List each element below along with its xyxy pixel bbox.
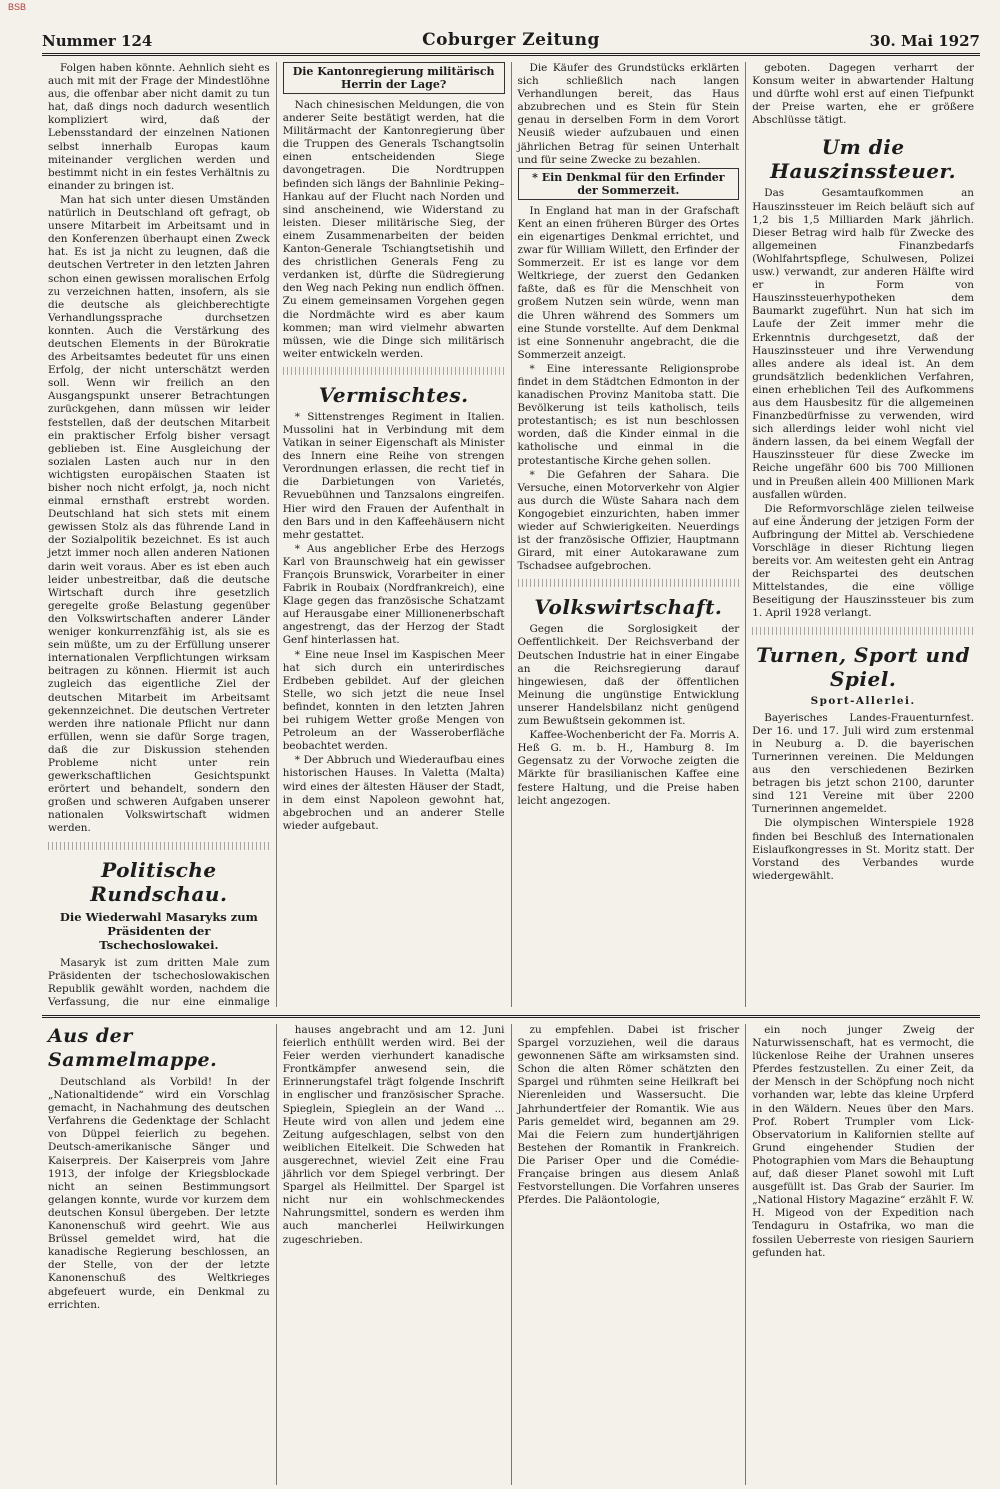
article-text: ein noch junger Zweig der Naturwissenschaft, hat es vermocht, die lückenlose Reihe der Urahnen unseres Pferdes festzustellen. Zu einer Zeit, da der Mensch in der Schöpfung noch nicht vorhanden war, lebte das kleine Urpferd in den Wäldern. Neues über den Mars. Prof. Robert Trumpler vom Lick-Observatorium in Kalifornien stellte auf Grund eingehender Studien der Photographien vom Mars die Behauptung auf, daß dieser Planet sowohl mit Luft ausgefüllt ist. Das Grab der Saurier. Im „National History Magazine“ erzählt F. W. H. Migeod von der Expedition nach Tendaguru in Ostafrika, wo man die fossilen Ueberreste von riesigen Sauriern gefunden hat. — [752, 1024, 974, 1259]
upper-columns — [42, 62, 980, 1007]
article-text: Gegen die Sorglosigkeit der Oeffentlichkeit. Der Reichsverband der Deutschen Industrie hat in einer Eingabe an die Reichsregierung darauf hingewiesen, daß der öffentlichen Meinung die ungünstige Entwicklung unserer Handelsbilanz nicht genügend zum Bewußtsein gekommen ist. — [517, 623, 740, 728]
article-text: hauses angebracht und am 12. Juni feierlich enthüllt werden wird. Bei der Feier werden vierhundert kanadische Frontkämpfer anwesend sein, die Erinnerungstafel trägt folgende Inschrift in englischer und französischer Sprache. Spieglein, Spieglein an der Wand ... Heute wird von allen und jedem eine Zeitung aufgeschlagen, selbst von den weiblichen Eitelkeit. Die Schweden hat ausgerechnet, wieviel Zeit eine Frau jährlich vor dem Spiegel verbringt. Der Spargel als Heilmittel. Der Spargel ist nicht nur ein wohlschmeckendes Nahrungsmittel, sondern es werden ihm auch mancherlei Heilwirkungen zugeschrieben. — [282, 1024, 505, 1246]
article-text: * Aus angeblicher Erbe des Herzogs Karl von Braunschweig hat ein gewisser François Brunswick, Vorarbeiter in einer Fabrik in Roubaix (Nordfrankreich), eine Klage gegen das französische Schatzamt auf Herausgabe einer Millionenerbschaft angestrengt, das der Herzog der Stadt Genf hinterlassen hat. — [282, 542, 505, 647]
section-heading-volkswirtschaft: Volkswirtschaft. — [534, 595, 723, 620]
section-heading-sport: Turnen, Sport und Spiel. — [756, 642, 971, 691]
article-text: Die olympischen Winterspiele 1928 finden bei Beschluß des Internationalen Eislaufkongresses in St. Moritz statt. Der Vorstand des Verbandes wurde wiedergewählt. — [752, 817, 974, 882]
divider — [752, 627, 974, 635]
article-text: * Die Gefahren der Sahara. Die Versuche, einen Motorverkehr von Algier aus durch die Wüste Sahara nach dem Kongogebiet einzurichten, haben immer wieder auf Schwierigkeiten. Neuerdings ist der französische Offizier, Hauptmann Girard, mit einer Autokarawane zum Tschadsee aufgebrochen. — [517, 468, 740, 573]
lower-column-2 — [277, 1024, 512, 1485]
article-text: Nach chinesischen Meldungen, die von anderer Seite bestätigt werden, hat die Militärmacht der Kantonregierung über die Truppen des Generals Tschangtsolin einen entscheidenden Siege davongetragen. Die Nordtruppen befinden sich längs der Bahnlinie Peking–Hankau auf der Flucht nach Norden und sind anscheinend, wie Widerstand zu leisten. Dieser militärische Sieg, der einem Zusammenarbeiten der beiden Kanton-Generale Tschiangtsetishih und des christlichen Generals Feng zu verdanken ist, dürfte die Südregierung den Weg nach Peking nun endlich öffnen. Zu einem gemeinsamen Vorgehen gegen die Nordmächte wird es aber kaum kommen; man wird vielmehr abwarten müssen, wie die Dinge sich militärisch weiter entwickeln werden. — [282, 99, 505, 360]
lower-feuilleton — [42, 1015, 980, 1485]
article-headline-masaryk: Die Wiederwahl Masaryks zum Präsidenten der Tschechoslowakei. — [59, 909, 258, 952]
section-heading-hauszinssteuer: Um die Hauszinssteuer. — [770, 135, 957, 184]
article-text: Man hat sich unter diesen Umständen natürlich in Deutschland oft gefragt, ob unsere Mitarbeit im Arbeitsamt und in den Konferenzen überhaupt einen Zweck hat. Es ist ja nicht zu leugnen, daß die deutschen Vertreter in den letzten Jahren schon einen gewissen moralischen Erfolg zu verzeichnen hatten, insofern, als sie die deutsche als gleichberechtigte Verhandlungssprache durchsetzen konnten. Auch die Verstärkung des deutschen Elements in der Bürokratie des Arbeitsamtes bedeutet für uns einen Erfolg, der nicht unterschätzt werden soll. Wenn wir freilich an den Ausgangspunkt unserer Betrachtungen zurückgehen, dann müssen wir leider feststellen, daß der deutschen Mitarbeit ein praktischer Erfolg bisher versagt geblieben ist. Eine Ausgleichung der sozialen Lasten auch nur in den wichtigsten europäischen Staaten ist bisher noch nicht erfolgt, ja, noch nicht einmal ernsthaft erstrebt worden. Deutschland hat sich stets mit einem gewissen Stolz als das führende Land in der Sozialpolitik bezeichnet. Es ist auch jetzt immer noch allen anderen Nationen darin weit voraus. Aber es ist eben auch leider unbestreitbar, daß die deutsche Wirtschaft durch ihre gesetzlich geregelte große Belastung gegenüber den Volkswirtschaften anderer Länder weniger konkurrenzfähig ist, als sie es sein müßte, um zu der Erfüllung unserer internationalen Verpflichtungen wirksam beitragen zu können. Hiermit ist auch zugleich das eigentliche Ziel der deutschen Mitarbeit im Arbeitsamt gekennzeichnet. Die deutschen Vertreter werden ihre nationale Pflicht nur dann erfüllen, wenn sie dafür Sorge tragen, daß die zur Diskussion stehenden Probleme nicht unter rein gewerkschaftlichen Gesichtspunkt erörtert und behandelt, sondern den großen und schweren Aufgaben unserer nationalen Volkswirtschaft widmen werden. — [48, 193, 270, 835]
article-text: Die Käufer des Grundstücks erklärten sich schließlich nach langen Verhandlungen bereit, das Haus abzubrechen und es Stein für Stein genau in derselben Form in dem Vorort Neusiß wieder aufzubauen und einen jährlichen Betrag für seinen Unterhalt und für seine Zwecke zu bezahlen. — [517, 62, 740, 166]
article-text: Die Reformvorschläge zielen teilweise auf eine Änderung der jetzigen Form der Aufbringung der Mittel ab. Verschiedene Vorschläge in dieser Richtung liegen bereits vor. Am weitesten geht ein Antrag der Reichspartei des deutschen Mittelstandes, die eine völlige Beseitigung der Hauszinssteuer bis zum 1. April 1928 verlangt. — [752, 502, 974, 620]
issue-date: 30. Mai 1927 — [869, 32, 980, 50]
divider — [518, 579, 740, 587]
section-heading-sammelmappe: Aus der Sammelmappe. — [48, 1025, 218, 1071]
article-text: Bayerisches Landes-Frauenturnfest. Der 16. und 17. Juli wird zum erstenmal in Neuburg a. D. die bayerischen Turnerinnen vereinen. Die Meldungen aus den verschiedenen Bezirken betragen bis jetzt schon 2100, darunter sind 121 Vereine mit über 2200 Turnerinnen angemeldet. — [752, 711, 974, 816]
lower-column-4 — [746, 1024, 980, 1485]
article-text: * Eine interessante Religionsprobe findet in dem Städtchen Edmonton in der kanadischen Provinz Manitoba statt. Die Bevölkerung ist teils katholisch, teils protestantisch; es ist nun beschlossen worden, daß die Kinder einmal in die katholische und einmal in die protestantische Kirche gehen sollen. — [517, 362, 740, 467]
article-text: Das Gesamtaufkommen an Hauszinssteuer im Reich beläuft sich auf 1,2 bis 1,5 Milliarden Mark jährlich. Dieser Betrag wird halb für Zwecke des allgemeinen Finanzbedarfs (Wohlfahrtspflege, Schulwesen, Polizei usw.) verwandt, zur anderen Hälfte wird er in Form von Hauszinssteuerhypotheken dem Baumarkt zugeführt. Nun hat sich im Laufe der Zeit immer mehr die Erkenntnis durchgesetzt, daß der Hauszinssteuer und ihre Verwendung alles andere als ideal ist. An dem grundsätzlich bedenklichen Verfahren, einen erheblichen Teil des Aufkommens aus dem Hausbesitz für die allgemeinen Finanzbedürfnisse zu verwenden, wird sich allerdings leider wohl nicht viel ändern lassen, da bei einem Wegfall der Hauszinssteuer für diese Zwecke im Reiche ungefähr 600 bis 700 Millionen und in Preußen allein 400 Millionen Mark ausfallen würden. — [752, 187, 974, 501]
article-text: Folgen haben könnte. Aehnlich sieht es auch mit mit der Frage der Mindestlöhne aus, die offenbar aber nicht damit zu tun hat, daß dings noch dadurch wesentlich kompliziert wird, daß der Lebensstandard der einzelnen Nationen selbst innerhalb Europas kaum miteinander verglichen werden und bestimmt nicht in ein festes Verhältnis zu einander zu bringen ist. — [48, 62, 270, 192]
article-headline-kanton: Die Kantonregierung militärisch Herrin der Lage? — [283, 62, 505, 94]
article-text: * Eine neue Insel im Kaspischen Meer hat sich durch ein unterirdisches Erdbeben gebildet. Auf der gleichen Stelle, wo sich jetzt die neue Insel befindet, konnten in den letzten Jahren bei ruhigem Wetter große Mengen von Petroleum an der Wasseroberfläche beobachtet werden. — [282, 648, 505, 753]
issue-number: Nummer 124 — [42, 32, 153, 50]
subsection-heading-sport-allerlei: Sport-Allerlei. — [810, 694, 916, 707]
article-text: geboten. Dagegen verharrt der Konsum weiter in abwartender Haltung und dürfte wohl erst auf einen Tiefpunkt der Preise warten, ehe er größere Abschlüsse tätigt. — [752, 62, 974, 127]
newspaper-page — [8, 0, 992, 1489]
lower-column-3 — [512, 1024, 747, 1485]
column-2 — [277, 62, 512, 1007]
article-text: Kaffee-Wochenbericht der Fa. Morris A. Heß G. m. b. H., Hamburg 8. Im Gegensatz zu der Vorwoche zeigten die Märkte für brasilianischen Kaffee eine festere Haltung, und die Preise haben leicht angezogen. — [517, 729, 740, 807]
divider — [283, 367, 505, 375]
article-text: * Der Abbruch und Wiederaufbau eines historischen Hauses. In Valetta (Malta) wird eines der ältesten Häuser der Stadt, in dem einst Napoleon gewohnt hat, abgebrochen und an anderer Stelle wieder aufgebaut. — [282, 754, 505, 832]
divider — [48, 842, 270, 850]
lower-column-1 — [42, 1024, 277, 1485]
column-3 — [512, 62, 747, 1007]
article-text: In England hat man in der Grafschaft Kent an einen früheren Bürger des Ortes ein eigenartiges Denkmal errichtet, und zwar für William Willett, den Erfinder der Sommerzeit. Er ist es lange vor dem Weltkriege, der zuerst den Gedanken faßte, daß es für die Menschheit von großem Nutzen sein würde, wenn man die Uhren während des Sommers um eine Stunde vorstellte. Auf dem Denkmal ist eine Sonnenuhr angebracht, die die Sommerzeit anzeigt. — [517, 204, 740, 361]
article-text: zu empfehlen. Dabei ist frischer Spargel vorzuziehen, weil die daraus gewonnenen Säfte am wirksamsten sind. Schon die alten Römer schätzten den Spargel und rühmten seine Heilkraft bei Nierenleiden und Wassersucht. Die Jahrhundertfeier der Romantik. Wie aus Paris gemeldet wird, begannen am 29. Mai die Feiern zum hundertjährigen Bestehen der Romantik in Frankreich. Die Pariser Oper und die Comédie-Française bringen aus diesem Anlaß Festvorstellungen. Die Vorfahren unseres Pferdes. Die Paläontologie, — [517, 1024, 740, 1207]
article-text: * Sittenstrenges Regiment in Italien. Mussolini hat in Verbindung mit dem Vatikan in seiner Eigenschaft als Minister des Innern eine Reihe von strengen Verordnungen erlassen, die recht tief in die Darbietungen von Varietés, Revuebühnen und Tanzsalons eingreifen. Hier wird den Frauen der Aufenthalt in den Bars und in den Kaffeehäusern nicht mehr gestattet. — [282, 410, 505, 541]
newspaper-title: Coburger Zeitung — [422, 30, 600, 50]
library-stamp: BSB — [8, 2, 27, 12]
article-text: Masaryk ist zum dritten Male zum Präsidenten der tschechoslowakischen Republik gewählt worden, nachdem die Verfassung, die nur eine einmalige — [48, 956, 270, 1007]
column-4 — [746, 62, 980, 1007]
article-headline-sommerzeit: * Ein Denkmal für den Erfinder der Sommerzeit. — [518, 168, 740, 200]
masthead — [42, 30, 980, 56]
article-text: Deutschland als Vorbild! In der „Nationaltidende“ wird ein Vorschlag gemacht, in Nachahmung des deutschen Verfahrens die Gedenktage der Schlacht von Düppel feierlich zu begehen. Deutsch-amerikanische Sänger und Kaiserpreis. Der Kaiserpreis vom Jahre 1913, der infolge der Kriegsblockade nicht an seinen Bestimmungsort gelangen konnte, wurde vor kurzem dem deutschen Konsul übergeben. Der letzte Kanonenschuß wird geehrt. Wie aus Brüssel gemeldet wird, hat die kanadische Regierung beschlossen, an der Stelle, von der der letzte Kanonenschuß des Weltkrieges abgefeuert wurde, ein Denkmal zu errichten. — [48, 1076, 270, 1311]
section-heading-vermischtes: Vermischtes. — [318, 382, 469, 407]
section-heading-politics: Politische Rundschau. — [90, 857, 228, 906]
column-1 — [42, 62, 277, 1007]
